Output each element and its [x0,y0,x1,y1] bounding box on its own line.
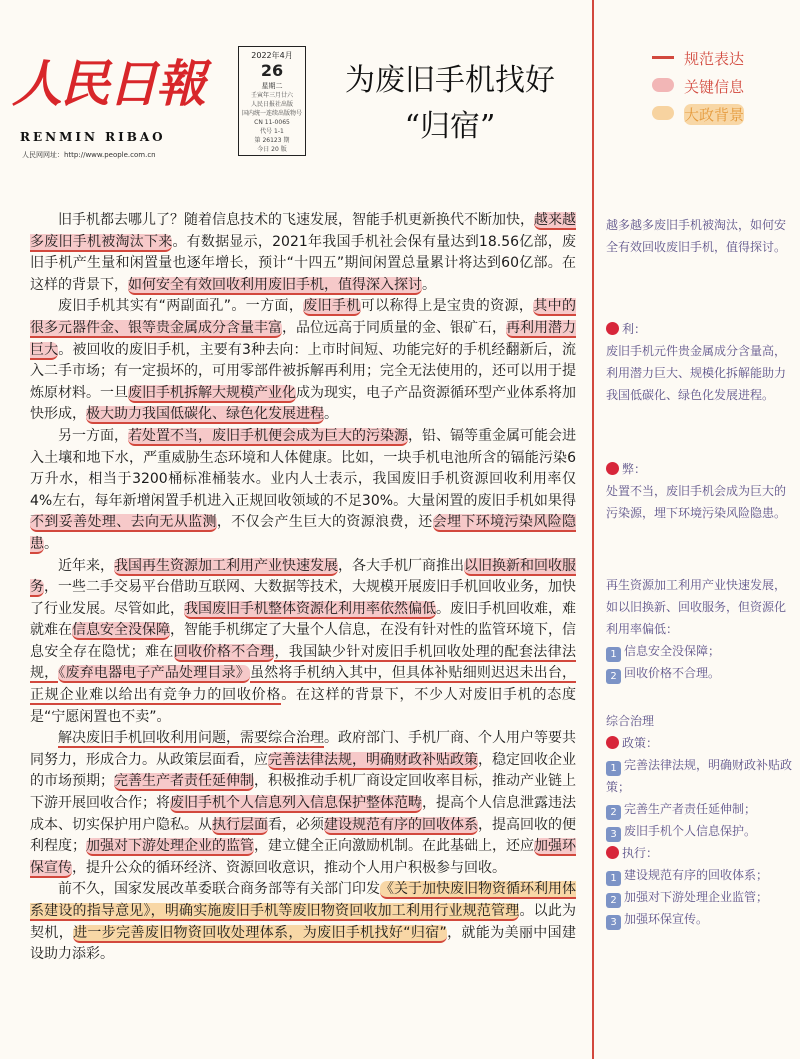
issue-line: 第 26123 期 [254,137,290,144]
text: 。 [44,535,58,552]
text: 。以此为契机， [30,903,577,941]
text: ，提升公众的循环经济、资源回收意识，推动个人用户积极参与回收。 [72,859,506,876]
text: 。有数据显示，2021年我国手机社会保有量达到18.56亿部，废旧手机产生量和闲置量也逐年增长，预计“十四五”期间闲置总量累计将达到60亿部。在这样的背景下， [30,233,576,293]
note-title: 综合治理 [606,714,655,728]
paragraph-4 [30,556,576,729]
policy-highlight: 进一步完善废旧物资回收处理体系，为废旧手机找好“归宿” [73,924,447,941]
number-badge-icon: 1 [606,647,621,662]
masthead-website: 人民网网址：http://www.people.com.cn [22,151,156,159]
number-badge-icon: 2 [606,893,621,908]
red-dot-icon [606,736,619,749]
note-text: 处置不当，废旧手机会成为巨大的污染源，埋下环境污染风险隐患。 [606,484,787,520]
text: 。 [324,406,338,423]
key-highlight: 其中的很多元器件金、银等贵金属成分含量丰富 [30,298,576,336]
text: ，各大手机厂商推出 [338,557,464,574]
red-dot-icon [606,462,619,475]
note-con [606,458,796,524]
note-intro [606,214,796,258]
paragraph-5 [30,728,576,879]
legend-label: 关键信息 [684,78,745,96]
issue-line: 今日 20 版 [257,146,287,153]
key-highlight: 加强环保宣传 [30,838,576,876]
note-item: 完善法律法规，明确财政补贴政策； [606,758,793,794]
issue-line: 代号 1-1 [260,128,284,135]
paragraph-1 [30,210,576,296]
key-highlight: 回收价格不合理 [173,643,275,660]
key-highlight: 再利用潜力巨大 [30,319,576,358]
number-badge-icon: 3 [606,827,621,842]
article-body [30,210,576,966]
number-badge-icon: 1 [606,761,621,776]
text: 。被回收的废旧手机，主要有3种去向：上市时间短、功能完好的手机经翻新后，流入二手市场；有一定损坏的，可用零部件被拆解再利用；完全无法使用的，还可以用于提炼原材料。一旦 [30,341,577,401]
note-item: 加强对下游处理企业监管； [624,890,769,904]
text: 看，必须 [268,816,324,833]
text: ，建立健全正向激励机制。在此基础上，还应 [254,838,534,855]
legend-label: 大政背景 [684,106,745,124]
key-highlight: 以旧换新和回收服务 [30,557,576,596]
key-highlight: 废旧手机拆解大规模产业化 [128,384,296,401]
number-badge-icon: 2 [606,669,621,684]
note-item: 回收价格不合理。 [624,666,721,680]
masthead-logo: 人民日報 [12,54,204,113]
text: ，提高个人信息泄露违法成本、切实保护用户隐私。从 [30,795,576,833]
policy-highlight: 《关于加快废旧物资循环利用体系建设的指导意见》，明确实施废旧手机等废旧物资回收加工利用行业规范管理 [30,881,576,919]
underlined-text: 虽然将手机纳入其中，但具体补贴细则迟迟未出台，正规企业难以给出有竞争力的回收价格 [30,665,577,704]
key-highlight: 极大助力我国低碳化、绿色化发展进程 [86,406,324,423]
policy-swatch [652,106,674,120]
note-item: 建设规范有序的回收体系； [624,868,769,882]
text: ，一些二手交易平台借助互联网、大数据等技术，大规模开展废旧手机回收业务，加快了行业发展。尽管如此， [30,579,576,617]
text: 废旧手机其实有“两副面孔”。一方面， [58,298,304,315]
key-highlight: 如何安全有效回收利用废旧手机，值得深入探讨 [128,276,422,293]
key-highlight: 加强对下游处理企业的监管 [86,838,254,855]
text: ，智能手机绑定了大量个人信息，在没有针对性的监管环境下，信息安全存在隐忧；难在 [30,622,576,660]
red-dot-icon [606,322,619,335]
note-item: 信息安全没保障； [624,644,721,658]
key-highlight: 我国废旧手机整体资源化利用率依然偏低 [184,600,436,617]
number-badge-icon: 1 [606,871,621,886]
paragraph-3 [30,426,576,556]
text: 。 [422,276,436,293]
text: 成为现实，电子产品资源循环型产业体系将加快形成， [30,384,576,423]
date-weekday: 星期二 [261,82,283,90]
headline-line2: “归宿” [404,109,496,144]
text: ，稳定回收企业的市场预期； [30,751,576,790]
underlined-text: ，我国缺少针对废旧手机回收处理的配套法律法规， [30,643,577,682]
key-highlight: 完善法律法规，明确财政补贴政策 [268,751,478,768]
text: ，积极推动手机厂商设定回收率目标，推动产业链上下游开展回收合作；将 [30,773,576,812]
publisher: 人民日报社出版 [250,101,293,108]
note-item: 废旧手机个人信息保护。 [624,824,757,838]
text: ，品位远高于同质量的金、银矿石， [282,319,506,336]
text: 另一方面， [58,427,128,444]
key-highlight: 建设规范有序的回收体系 [324,816,478,833]
date-year-month: 2022年4月 [251,51,293,60]
text: ，铅、镉等重金属可能会进入土壤和地下水，严重威胁生态环境和人体健康。比如，一块手机电池所含的镉能污染6万升水，相当于3200桶标准桶装水。业内人士表示，我国废旧手机资源回收利用率仅4%左右，每年新增闲置手机进入正规回收领域的不足30%。大量闲置的废旧手机如果得 [30,427,576,509]
key-highlight: 我国再生资源加工利用产业快速发展 [114,557,338,574]
key-highlight: 《废弃电器电子产品处理目录》 [58,665,250,682]
issue-line: CN 11-0065 [254,119,290,126]
note-item: 加强环保宣传。 [624,912,709,926]
masthead [12,40,234,165]
text: 。政府部门、手机厂商、个人用户等要共同努力，形成合力。从政策层面看，应 [30,730,576,768]
text: ，不仅会产生巨大的资源浪费，还 [216,514,433,531]
headline [310,58,590,150]
note-title: 弊： [622,462,647,476]
divider-line [592,0,594,1059]
number-badge-icon: 2 [606,805,621,820]
legend-label: 规范表达 [684,50,745,68]
key-highlight: 不到妥善处理、去向无从监测 [30,514,217,531]
key-highlight: 执行层面 [212,816,268,833]
headline-line1: 为废旧手机找好 [345,63,555,98]
text: 。废旧手机回收难，难就难在 [30,600,576,639]
underlined-text: 解决废旧手机回收利用问题，需要综合治理 [58,730,324,747]
key-highlight: 废旧手机 [303,298,361,315]
text: 近年来， [58,557,114,574]
key-swatch [652,78,674,92]
note-governance [606,710,796,930]
underline-swatch [652,56,674,59]
note-pro [606,318,796,406]
masthead-english: RENMIN RIBAO [20,130,166,144]
number-badge-icon: 3 [606,915,621,930]
note-item: 完善生产者责任延伸制； [624,802,757,816]
key-highlight: 越来越多废旧手机被淘汰下来 [30,212,576,250]
text: 旧手机都去哪儿了？随着信息技术的飞速发展，智能手机更新换代不断加快， [58,212,534,228]
key-highlight: 完善生产者责任延伸制 [114,773,254,790]
key-highlight: 信息安全没保障 [72,622,170,639]
text: 前不久，国家发展改革委联合商务部等有关部门印发 [58,881,380,898]
date-day: 26 [260,61,284,80]
note-title: 利： [622,322,647,336]
note-title: 政策： [622,736,659,750]
red-dot-icon [606,846,619,859]
date-lunar: 壬寅年三月廿六 [250,92,293,99]
paragraph-6 [30,879,576,965]
note-status [606,574,796,684]
text: ，提高回收的便利程度； [30,816,576,855]
text: ，就能为美丽中国建设助力添彩。 [30,924,577,963]
key-highlight: 废旧手机个人信息列入信息保护整体范畴 [170,795,422,812]
text: 。在这样的背景下，不少人对废旧手机的态度是“宁愿闲置也不卖”。 [30,687,577,725]
text: 可以称得上是宝贵的资源， [360,298,534,315]
key-highlight: 若处置不当，废旧手机便会成为巨大的污染源 [128,427,408,444]
key-highlight: 会埋下环境污染风险隐患 [30,514,577,552]
date-box [238,46,306,156]
note-title: 执行： [622,846,659,860]
issue-line: 国内统一连续出版物号 [241,110,302,117]
paragraph-2 [30,296,576,426]
note-text: 再生资源加工利用产业快速发展，如以旧换新、回收服务，但资源化利用率偏低： [606,578,787,636]
note-text: 越多越多废旧手机被淘汰，如何安全有效回收废旧手机，值得探讨。 [606,218,787,254]
note-text: 废旧手机元件贵金属成分含量高，利用潜力巨大、规模化拆解能助力我国低碳化、绿色化发展进程。 [606,344,787,402]
